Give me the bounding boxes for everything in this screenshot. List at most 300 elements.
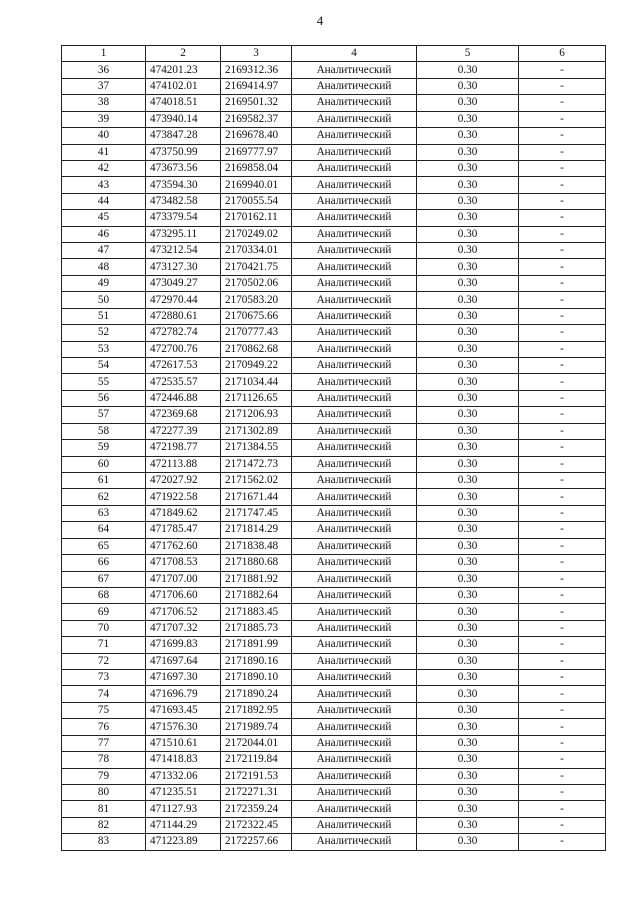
x-coordinate-cell: 471510.61 — [146, 735, 221, 751]
y-coordinate-cell: 2172359.24 — [221, 801, 292, 817]
table-row — [62, 111, 606, 127]
note-cell: - — [519, 604, 606, 620]
method-cell: Аналитический — [292, 95, 417, 111]
table-row — [62, 374, 606, 390]
method-cell: Аналитический — [292, 341, 417, 357]
accuracy-cell: 0.30 — [417, 374, 519, 390]
table-row — [62, 226, 606, 242]
table-row — [62, 489, 606, 505]
accuracy-cell: 0.30 — [417, 735, 519, 751]
point-number-cell: 45 — [62, 210, 146, 226]
y-coordinate-cell: 2170949.22 — [221, 358, 292, 374]
x-coordinate-cell: 471697.64 — [146, 653, 221, 669]
table-row — [62, 128, 606, 144]
x-coordinate-cell: 472027.92 — [146, 472, 221, 488]
table-row — [62, 620, 606, 636]
table-row — [62, 719, 606, 735]
x-coordinate-cell: 471235.51 — [146, 784, 221, 800]
y-coordinate-cell: 2170777.43 — [221, 325, 292, 341]
table-row — [62, 768, 606, 784]
table-row — [62, 637, 606, 653]
x-coordinate-cell: 473049.27 — [146, 275, 221, 291]
point-number-cell: 38 — [62, 95, 146, 111]
note-cell: - — [519, 456, 606, 472]
x-coordinate-cell: 471576.30 — [146, 719, 221, 735]
accuracy-cell: 0.30 — [417, 358, 519, 374]
coordinates-table — [61, 45, 606, 851]
x-coordinate-cell: 471922.58 — [146, 489, 221, 505]
y-coordinate-cell: 2169678.40 — [221, 128, 292, 144]
accuracy-cell: 0.30 — [417, 292, 519, 308]
y-coordinate-cell: 2171882.64 — [221, 587, 292, 603]
x-coordinate-cell: 472277.39 — [146, 423, 221, 439]
note-cell: - — [519, 193, 606, 209]
point-number-cell: 65 — [62, 538, 146, 554]
accuracy-cell: 0.30 — [417, 801, 519, 817]
table-row — [62, 308, 606, 324]
note-cell: - — [519, 817, 606, 833]
point-number-cell: 59 — [62, 440, 146, 456]
accuracy-cell: 0.30 — [417, 620, 519, 636]
table-row — [62, 784, 606, 800]
point-number-cell: 61 — [62, 472, 146, 488]
accuracy-cell: 0.30 — [417, 653, 519, 669]
table-row — [62, 62, 606, 78]
accuracy-cell: 0.30 — [417, 686, 519, 702]
point-number-cell: 55 — [62, 374, 146, 390]
method-cell: Аналитический — [292, 472, 417, 488]
method-cell: Аналитический — [292, 538, 417, 554]
y-coordinate-cell: 2172119.84 — [221, 752, 292, 768]
note-cell: - — [519, 95, 606, 111]
x-coordinate-cell: 471144.29 — [146, 817, 221, 833]
y-coordinate-cell: 2171562.02 — [221, 472, 292, 488]
table-row — [62, 210, 606, 226]
method-cell: Аналитический — [292, 768, 417, 784]
x-coordinate-cell: 471699.83 — [146, 637, 221, 653]
accuracy-cell: 0.30 — [417, 210, 519, 226]
method-cell: Аналитический — [292, 325, 417, 341]
y-coordinate-cell: 2169940.01 — [221, 177, 292, 193]
point-number-cell: 83 — [62, 834, 146, 850]
note-cell: - — [519, 210, 606, 226]
x-coordinate-cell: 473127.30 — [146, 259, 221, 275]
note-cell: - — [519, 784, 606, 800]
note-cell: - — [519, 111, 606, 127]
table-row — [62, 243, 606, 259]
y-coordinate-cell: 2172271.31 — [221, 784, 292, 800]
method-cell: Аналитический — [292, 308, 417, 324]
point-number-cell: 37 — [62, 78, 146, 94]
y-coordinate-cell: 2171881.92 — [221, 571, 292, 587]
note-cell: - — [519, 308, 606, 324]
x-coordinate-cell: 472198.77 — [146, 440, 221, 456]
point-number-cell: 66 — [62, 555, 146, 571]
note-cell: - — [519, 440, 606, 456]
point-number-cell: 44 — [62, 193, 146, 209]
point-number-cell: 76 — [62, 719, 146, 735]
note-cell: - — [519, 407, 606, 423]
note-cell: - — [519, 78, 606, 94]
table-row — [62, 193, 606, 209]
x-coordinate-cell: 471708.53 — [146, 555, 221, 571]
table-row — [62, 325, 606, 341]
table-row — [62, 702, 606, 718]
accuracy-cell: 0.30 — [417, 177, 519, 193]
y-coordinate-cell: 2171384.55 — [221, 440, 292, 456]
accuracy-cell: 0.30 — [417, 834, 519, 850]
y-coordinate-cell: 2172191.53 — [221, 768, 292, 784]
method-cell: Аналитический — [292, 243, 417, 259]
x-coordinate-cell: 472535.57 — [146, 374, 221, 390]
method-cell: Аналитический — [292, 144, 417, 160]
note-cell: - — [519, 226, 606, 242]
y-coordinate-cell: 2169858.04 — [221, 160, 292, 176]
method-cell: Аналитический — [292, 259, 417, 275]
table-row — [62, 670, 606, 686]
x-coordinate-cell: 471849.62 — [146, 505, 221, 521]
table-row — [62, 834, 606, 850]
accuracy-cell: 0.30 — [417, 719, 519, 735]
point-number-cell: 72 — [62, 653, 146, 669]
accuracy-cell: 0.30 — [417, 571, 519, 587]
y-coordinate-cell: 2172044.01 — [221, 735, 292, 751]
x-coordinate-cell: 473594.30 — [146, 177, 221, 193]
accuracy-cell: 0.30 — [417, 440, 519, 456]
accuracy-cell: 0.30 — [417, 341, 519, 357]
accuracy-cell: 0.30 — [417, 538, 519, 554]
x-coordinate-cell: 471706.60 — [146, 587, 221, 603]
table-row — [62, 472, 606, 488]
note-cell: - — [519, 325, 606, 341]
point-number-cell: 63 — [62, 505, 146, 521]
table-row — [62, 801, 606, 817]
x-coordinate-cell: 472782.74 — [146, 325, 221, 341]
accuracy-cell: 0.30 — [417, 62, 519, 78]
accuracy-cell: 0.30 — [417, 817, 519, 833]
note-cell: - — [519, 637, 606, 653]
note-cell: - — [519, 702, 606, 718]
x-coordinate-cell: 473295.11 — [146, 226, 221, 242]
method-cell: Аналитический — [292, 390, 417, 406]
accuracy-cell: 0.30 — [417, 670, 519, 686]
point-number-cell: 51 — [62, 308, 146, 324]
method-cell: Аналитический — [292, 735, 417, 751]
y-coordinate-cell: 2169501.32 — [221, 95, 292, 111]
method-cell: Аналитический — [292, 358, 417, 374]
note-cell: - — [519, 735, 606, 751]
y-coordinate-cell: 2172322.45 — [221, 817, 292, 833]
table-row — [62, 555, 606, 571]
y-coordinate-cell: 2171880.68 — [221, 555, 292, 571]
y-coordinate-cell: 2170162.11 — [221, 210, 292, 226]
note-cell: - — [519, 489, 606, 505]
y-coordinate-cell: 2171892.95 — [221, 702, 292, 718]
y-coordinate-cell: 2171890.10 — [221, 670, 292, 686]
x-coordinate-cell: 471697.30 — [146, 670, 221, 686]
method-cell: Аналитический — [292, 752, 417, 768]
note-cell: - — [519, 160, 606, 176]
point-number-cell: 71 — [62, 637, 146, 653]
note-cell: - — [519, 292, 606, 308]
point-number-cell: 82 — [62, 817, 146, 833]
accuracy-cell: 0.30 — [417, 587, 519, 603]
method-cell: Аналитический — [292, 177, 417, 193]
x-coordinate-cell: 472446.88 — [146, 390, 221, 406]
method-cell: Аналитический — [292, 160, 417, 176]
accuracy-cell: 0.30 — [417, 160, 519, 176]
x-coordinate-cell: 471418.83 — [146, 752, 221, 768]
table-row — [62, 653, 606, 669]
method-cell: Аналитический — [292, 587, 417, 603]
y-coordinate-cell: 2171838.48 — [221, 538, 292, 554]
y-coordinate-cell: 2171890.16 — [221, 653, 292, 669]
x-coordinate-cell: 473750.99 — [146, 144, 221, 160]
accuracy-cell: 0.30 — [417, 637, 519, 653]
y-coordinate-cell: 2171206.93 — [221, 407, 292, 423]
x-coordinate-cell: 473940.14 — [146, 111, 221, 127]
accuracy-cell: 0.30 — [417, 259, 519, 275]
note-cell: - — [519, 259, 606, 275]
note-cell: - — [519, 834, 606, 850]
y-coordinate-cell: 2171890.24 — [221, 686, 292, 702]
point-number-cell: 52 — [62, 325, 146, 341]
table-row — [62, 571, 606, 587]
y-coordinate-cell: 2171883.45 — [221, 604, 292, 620]
accuracy-cell: 0.30 — [417, 95, 519, 111]
x-coordinate-cell: 471707.32 — [146, 620, 221, 636]
point-number-cell: 43 — [62, 177, 146, 193]
point-number-cell: 36 — [62, 62, 146, 78]
note-cell: - — [519, 719, 606, 735]
table-header-row — [62, 46, 606, 62]
method-cell: Аналитический — [292, 702, 417, 718]
method-cell: Аналитический — [292, 440, 417, 456]
x-coordinate-cell: 472113.88 — [146, 456, 221, 472]
table-row — [62, 423, 606, 439]
method-cell: Аналитический — [292, 456, 417, 472]
x-coordinate-cell: 471332.06 — [146, 768, 221, 784]
point-number-cell: 64 — [62, 522, 146, 538]
accuracy-cell: 0.30 — [417, 505, 519, 521]
table-row — [62, 686, 606, 702]
x-coordinate-cell: 471706.52 — [146, 604, 221, 620]
table-row — [62, 407, 606, 423]
method-cell: Аналитический — [292, 670, 417, 686]
accuracy-cell: 0.30 — [417, 784, 519, 800]
accuracy-cell: 0.30 — [417, 325, 519, 341]
point-number-cell: 62 — [62, 489, 146, 505]
method-cell: Аналитический — [292, 571, 417, 587]
x-coordinate-cell: 473379.54 — [146, 210, 221, 226]
table-row — [62, 604, 606, 620]
point-number-cell: 70 — [62, 620, 146, 636]
method-cell: Аналитический — [292, 62, 417, 78]
accuracy-cell: 0.30 — [417, 407, 519, 423]
method-cell: Аналитический — [292, 489, 417, 505]
y-coordinate-cell: 2170055.54 — [221, 193, 292, 209]
accuracy-cell: 0.30 — [417, 275, 519, 291]
x-coordinate-cell: 471707.00 — [146, 571, 221, 587]
table-row — [62, 358, 606, 374]
table-row — [62, 259, 606, 275]
x-coordinate-cell: 473482.58 — [146, 193, 221, 209]
accuracy-cell: 0.30 — [417, 702, 519, 718]
method-cell: Аналитический — [292, 210, 417, 226]
y-coordinate-cell: 2170334.01 — [221, 243, 292, 259]
table-body — [62, 62, 606, 850]
table-row — [62, 95, 606, 111]
x-coordinate-cell: 472700.76 — [146, 341, 221, 357]
method-cell: Аналитический — [292, 555, 417, 571]
note-cell: - — [519, 620, 606, 636]
point-number-cell: 53 — [62, 341, 146, 357]
x-coordinate-cell: 471696.79 — [146, 686, 221, 702]
accuracy-cell: 0.30 — [417, 144, 519, 160]
note-cell: - — [519, 144, 606, 160]
y-coordinate-cell: 2169582.37 — [221, 111, 292, 127]
note-cell: - — [519, 243, 606, 259]
table-row — [62, 144, 606, 160]
x-coordinate-cell: 471762.60 — [146, 538, 221, 554]
method-cell: Аналитический — [292, 111, 417, 127]
header-cell-5: 5 — [417, 46, 519, 62]
method-cell: Аналитический — [292, 226, 417, 242]
method-cell: Аналитический — [292, 784, 417, 800]
point-number-cell: 60 — [62, 456, 146, 472]
y-coordinate-cell: 2171302.89 — [221, 423, 292, 439]
note-cell: - — [519, 62, 606, 78]
header-cell-6: 6 — [519, 46, 606, 62]
y-coordinate-cell: 2170862.68 — [221, 341, 292, 357]
y-coordinate-cell: 2171891.99 — [221, 637, 292, 653]
x-coordinate-cell: 472880.61 — [146, 308, 221, 324]
y-coordinate-cell: 2171671.44 — [221, 489, 292, 505]
note-cell: - — [519, 555, 606, 571]
point-number-cell: 41 — [62, 144, 146, 160]
note-cell: - — [519, 275, 606, 291]
note-cell: - — [519, 358, 606, 374]
accuracy-cell: 0.30 — [417, 78, 519, 94]
method-cell: Аналитический — [292, 292, 417, 308]
method-cell: Аналитический — [292, 374, 417, 390]
header-cell-2: 2 — [146, 46, 221, 62]
point-number-cell: 46 — [62, 226, 146, 242]
note-cell: - — [519, 801, 606, 817]
point-number-cell: 69 — [62, 604, 146, 620]
point-number-cell: 73 — [62, 670, 146, 686]
x-coordinate-cell: 473212.54 — [146, 243, 221, 259]
note-cell: - — [519, 472, 606, 488]
note-cell: - — [519, 341, 606, 357]
table-row — [62, 177, 606, 193]
x-coordinate-cell: 473673.56 — [146, 160, 221, 176]
table-row — [62, 817, 606, 833]
accuracy-cell: 0.30 — [417, 555, 519, 571]
table-row — [62, 505, 606, 521]
table-row — [62, 390, 606, 406]
x-coordinate-cell: 471127.93 — [146, 801, 221, 817]
note-cell: - — [519, 752, 606, 768]
point-number-cell: 47 — [62, 243, 146, 259]
table-row — [62, 735, 606, 751]
point-number-cell: 67 — [62, 571, 146, 587]
accuracy-cell: 0.30 — [417, 456, 519, 472]
accuracy-cell: 0.30 — [417, 604, 519, 620]
note-cell: - — [519, 768, 606, 784]
point-number-cell: 68 — [62, 587, 146, 603]
table-row — [62, 78, 606, 94]
method-cell: Аналитический — [292, 637, 417, 653]
table-row — [62, 160, 606, 176]
table-row — [62, 538, 606, 554]
method-cell: Аналитический — [292, 407, 417, 423]
x-coordinate-cell: 474018.51 — [146, 95, 221, 111]
point-number-cell: 40 — [62, 128, 146, 144]
x-coordinate-cell: 472617.53 — [146, 358, 221, 374]
method-cell: Аналитический — [292, 834, 417, 850]
table-row — [62, 456, 606, 472]
point-number-cell: 74 — [62, 686, 146, 702]
note-cell: - — [519, 587, 606, 603]
note-cell: - — [519, 374, 606, 390]
method-cell: Аналитический — [292, 423, 417, 439]
accuracy-cell: 0.30 — [417, 128, 519, 144]
x-coordinate-cell: 474102.01 — [146, 78, 221, 94]
x-coordinate-cell: 471693.45 — [146, 702, 221, 718]
accuracy-cell: 0.30 — [417, 752, 519, 768]
y-coordinate-cell: 2170502.06 — [221, 275, 292, 291]
method-cell: Аналитический — [292, 275, 417, 291]
accuracy-cell: 0.30 — [417, 390, 519, 406]
point-number-cell: 58 — [62, 423, 146, 439]
method-cell: Аналитический — [292, 604, 417, 620]
method-cell: Аналитический — [292, 719, 417, 735]
y-coordinate-cell: 2171472.73 — [221, 456, 292, 472]
point-number-cell: 81 — [62, 801, 146, 817]
note-cell: - — [519, 177, 606, 193]
method-cell: Аналитический — [292, 193, 417, 209]
method-cell: Аналитический — [292, 78, 417, 94]
note-cell: - — [519, 390, 606, 406]
note-cell: - — [519, 653, 606, 669]
table-row — [62, 752, 606, 768]
accuracy-cell: 0.30 — [417, 243, 519, 259]
note-cell: - — [519, 505, 606, 521]
note-cell: - — [519, 571, 606, 587]
point-number-cell: 56 — [62, 390, 146, 406]
header-cell-1: 1 — [62, 46, 146, 62]
method-cell: Аналитический — [292, 620, 417, 636]
x-coordinate-cell: 474201.23 — [146, 62, 221, 78]
page-number: 4 — [316, 13, 324, 28]
note-cell: - — [519, 128, 606, 144]
y-coordinate-cell: 2171747.45 — [221, 505, 292, 521]
point-number-cell: 77 — [62, 735, 146, 751]
note-cell: - — [519, 670, 606, 686]
method-cell: Аналитический — [292, 522, 417, 538]
table-row — [62, 275, 606, 291]
point-number-cell: 75 — [62, 702, 146, 718]
y-coordinate-cell: 2172257.66 — [221, 834, 292, 850]
point-number-cell: 49 — [62, 275, 146, 291]
point-number-cell: 48 — [62, 259, 146, 275]
y-coordinate-cell: 2171885.73 — [221, 620, 292, 636]
method-cell: Аналитический — [292, 128, 417, 144]
note-cell: - — [519, 686, 606, 702]
accuracy-cell: 0.30 — [417, 111, 519, 127]
table-row — [62, 587, 606, 603]
